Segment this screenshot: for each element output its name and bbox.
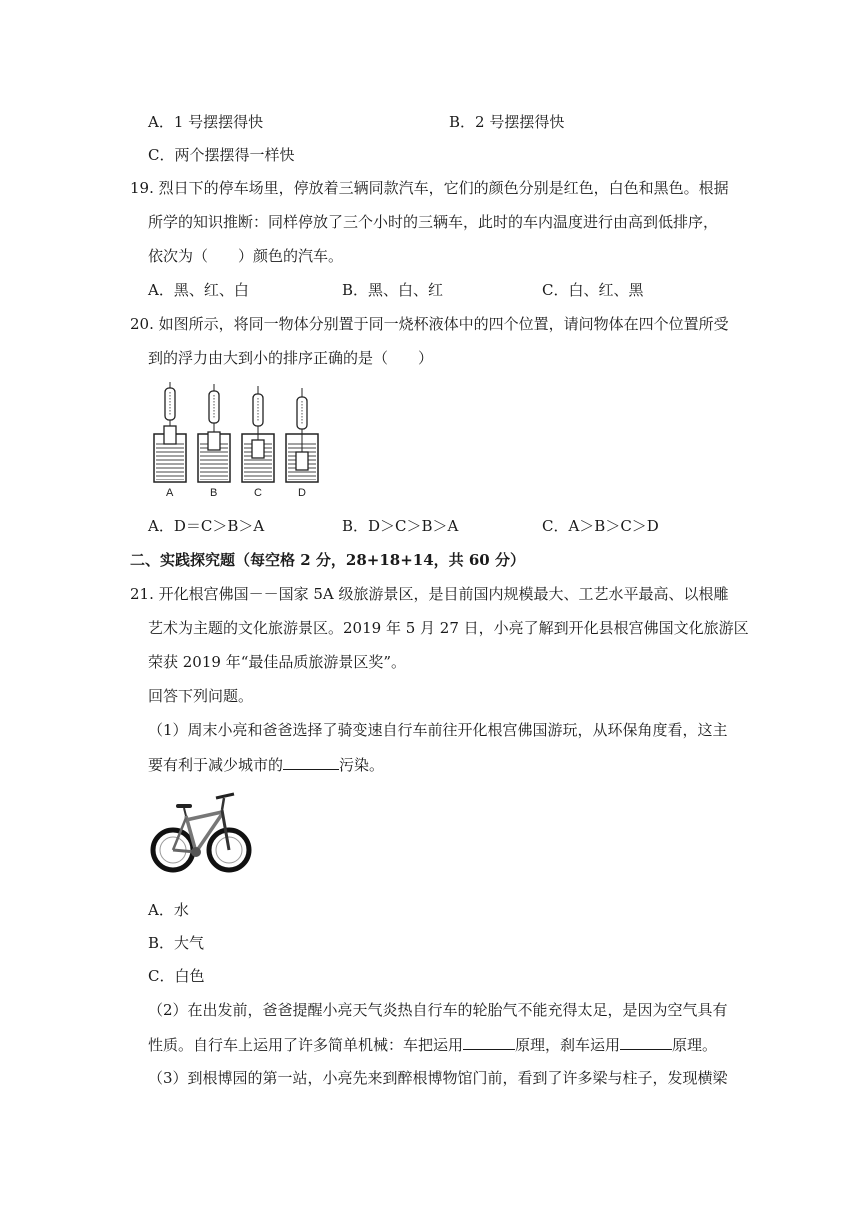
buoyancy-figure xyxy=(148,382,328,502)
q20-option-c: C．A＞B＞C＞D xyxy=(542,517,659,535)
beaker-d xyxy=(286,388,318,482)
q19-stem-line2: 所学的知识推断：同样停放了三个小时的三辆车，此时的车内温度进行由高到低排序， xyxy=(148,213,719,231)
figure-label-b: B xyxy=(210,487,218,499)
answer-blank-1[interactable] xyxy=(283,754,339,770)
section-heading: 二、实践探究题（每空格 2 分，28+18+14，共 60 分） xyxy=(130,551,525,569)
q21-sub1-text-post: 污染。 xyxy=(339,756,385,774)
q18-option-b: B．2 号摆摆得快 xyxy=(449,113,565,131)
figure-label-c: C xyxy=(254,487,262,499)
q21-sub1-option-a: A．水 xyxy=(148,901,189,919)
bicycle-figure xyxy=(150,788,252,880)
q21-sub1-option-b: B．大气 xyxy=(148,934,205,952)
q21-stem-line1: 21. 开化根宫佛国－－国家 5A 级旅游景区，是目前国内规模最大、工艺水平最高、以根雕 xyxy=(130,585,729,603)
q20-stem-line2: 到的浮力由大到小的排序正确的是（ ） xyxy=(148,349,434,367)
beaker-c xyxy=(242,386,274,482)
q20-option-b: B．D＞C＞B＞A xyxy=(342,517,459,535)
q21-sub1-line1: （1）周末小亮和爸爸选择了骑变速自行车前往开化根宫佛国游玩，从环保角度看，这主 xyxy=(148,721,728,739)
q21-sub3-line1: （3）到根博园的第一站，小亮先来到醉根博物馆门前，看到了许多梁与柱子，发现横梁 xyxy=(148,1069,728,1087)
q21-sub2-text-post: 原理。 xyxy=(672,1036,718,1054)
answer-blank-3[interactable] xyxy=(620,1034,672,1050)
q18-option-c: C．两个摆摆得一样快 xyxy=(148,146,295,164)
q21-sub2-line2 xyxy=(148,1034,717,1055)
q21-sub2-text-mid: 原理，刹车运用 xyxy=(515,1036,621,1054)
q21-sub1-option-c: C．白色 xyxy=(148,967,205,985)
q21-stem-line2: 艺术为主题的文化旅游景区。2019 年 5 月 27 日，小亮了解到开化县根宫佛国文化旅游区 xyxy=(148,619,749,637)
q21-stem-line3: 荣获 2019 年“最佳品质旅游景区奖”。 xyxy=(148,653,407,671)
q21-sub2-line1: （2）在出发前，爸爸提醒小亮天气炎热自行车的轮胎气不能充得太足，是因为空气具有 xyxy=(148,1001,728,1019)
answer-blank-2[interactable] xyxy=(463,1034,515,1050)
q19-stem-line1: 19. 烈日下的停车场里，停放着三辆同款汽车，它们的颜色分别是红色，白色和黑色。根据 xyxy=(130,179,729,197)
q21-sub1-text-pre: 要有利于减少城市的 xyxy=(148,756,284,774)
figure-label-a: A xyxy=(166,487,174,499)
q18-option-a: A．1 号摆摆得快 xyxy=(148,113,264,131)
q21-sub1-line2 xyxy=(148,754,384,775)
beaker-b xyxy=(198,384,230,482)
q21-prompt: 回答下列问题。 xyxy=(148,687,254,705)
q21-sub2-text-pre: 性质。自行车上运用了许多简单机械：车把运用 xyxy=(148,1036,464,1054)
figure-label-d: D xyxy=(298,487,306,499)
q19-option-c: C．白、红、黑 xyxy=(542,281,644,299)
q19-option-b: B．黑、白、红 xyxy=(342,281,444,299)
q19-stem-line3: 依次为（ ）颜色的汽车。 xyxy=(148,247,344,265)
beaker-a xyxy=(154,382,186,482)
q19-option-a: A．黑、红、白 xyxy=(148,281,249,299)
q20-option-a: A．D＝C＞B＞A xyxy=(148,517,265,535)
q20-stem-line1: 20. 如图所示，将同一物体分别置于同一烧杯液体中的四个位置，请问物体在四个位置所受 xyxy=(130,315,729,333)
